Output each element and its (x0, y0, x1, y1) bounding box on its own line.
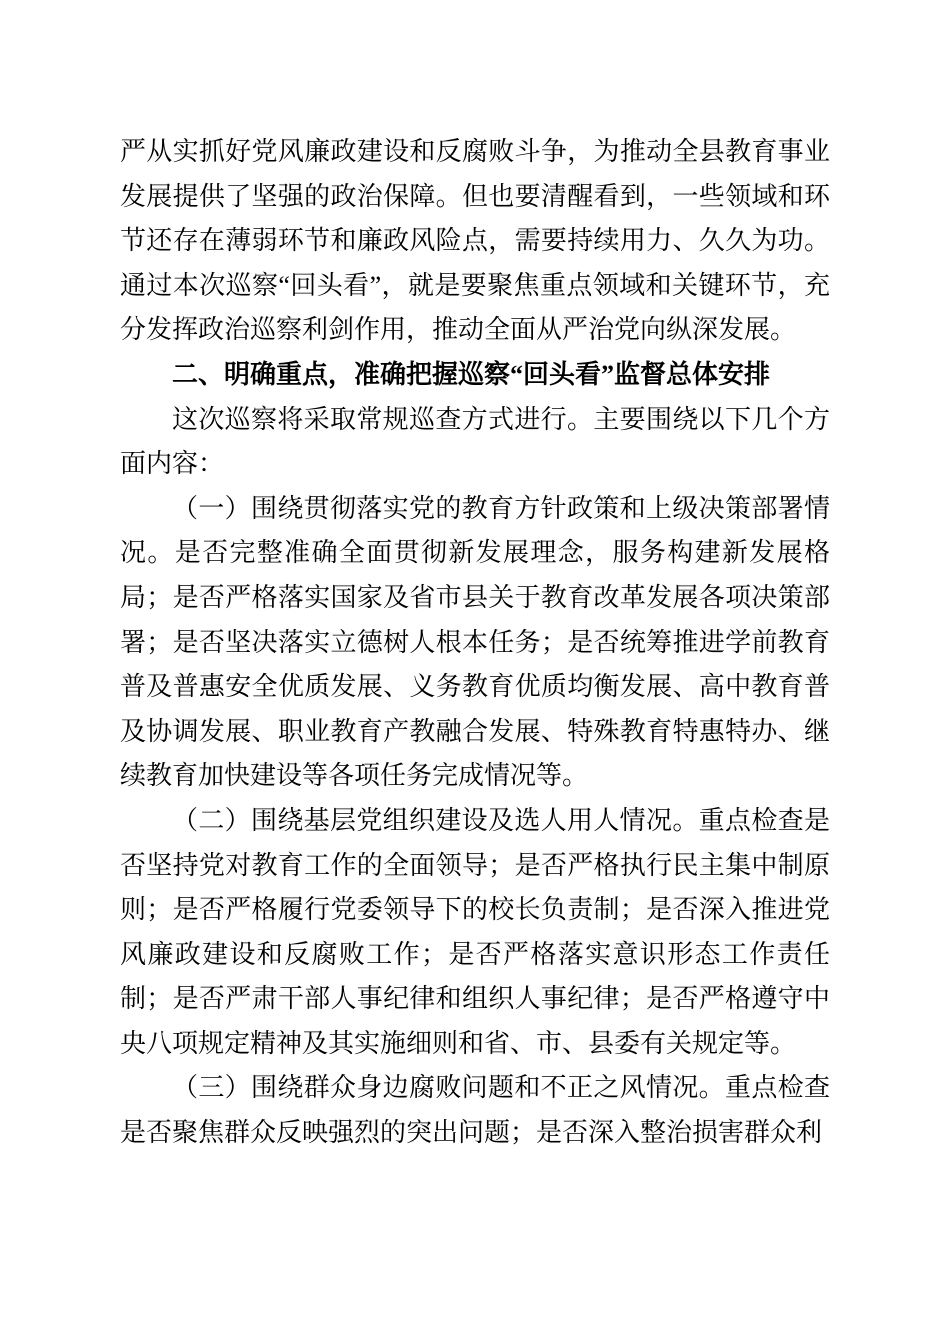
paragraph-intro: 这次巡察将采取常规巡查方式进行。主要围绕以下几个方面内容： (120, 404, 830, 479)
paragraph-item-3: （三）围绕群众身边腐败问题和不正之风情况。重点检查是否聚焦群众反映强烈的突出问题；是否深入整治损害群众利 (120, 1073, 830, 1148)
paragraph-item-2: （二）围绕基层党组织建设及选人用人情况。重点检查是否坚持党对教育工作的全面领导；是否严格执行民主集中制原则；是否严格履行党委领导下的校长负责制；是否深入推进党风廉政建设和反腐败工作；是否严格落实意识形态工作责任制；是否严肃干部人事纪律和组织人事纪律；是否严格遵守中央八项规定精神及其实施细则和省、市、县委有关规定等。 (120, 805, 830, 1058)
document-body (120, 130, 830, 1156)
paragraph-item-1: （一）围绕贯彻落实党的教育方针政策和上级决策部署情况。是否完整准确全面贯彻新发展理念，服务构建新发展格局；是否严格落实国家及省市县关于教育改革发展各项决策部署；是否坚决落实立德树人根本任务；是否统筹推进学前教育普及普惠安全优质发展、义务教育优质均衡发展、高中教育普及协调发展、职业教育产教融合发展、特殊教育特惠特办、继续教育加快建设等各项任务完成情况等。 (120, 493, 830, 791)
paragraph-continuation: 严从实抓好党风廉政建设和反腐败斗争，为推动全县教育事业发展提供了坚强的政治保障。但也要清醒看到，一些领域和环节还存在薄弱环节和廉政风险点，需要持续用力、久久为功。通过本次巡察“回头看”，就是要聚焦重点领域和关键环节，充分发挥政治巡察利剑作用，推动全面从严治党向纵深发展。 (120, 137, 830, 345)
section-heading: 二、明确重点，准确把握巡察“回头看”监督总体安排 (172, 359, 771, 389)
